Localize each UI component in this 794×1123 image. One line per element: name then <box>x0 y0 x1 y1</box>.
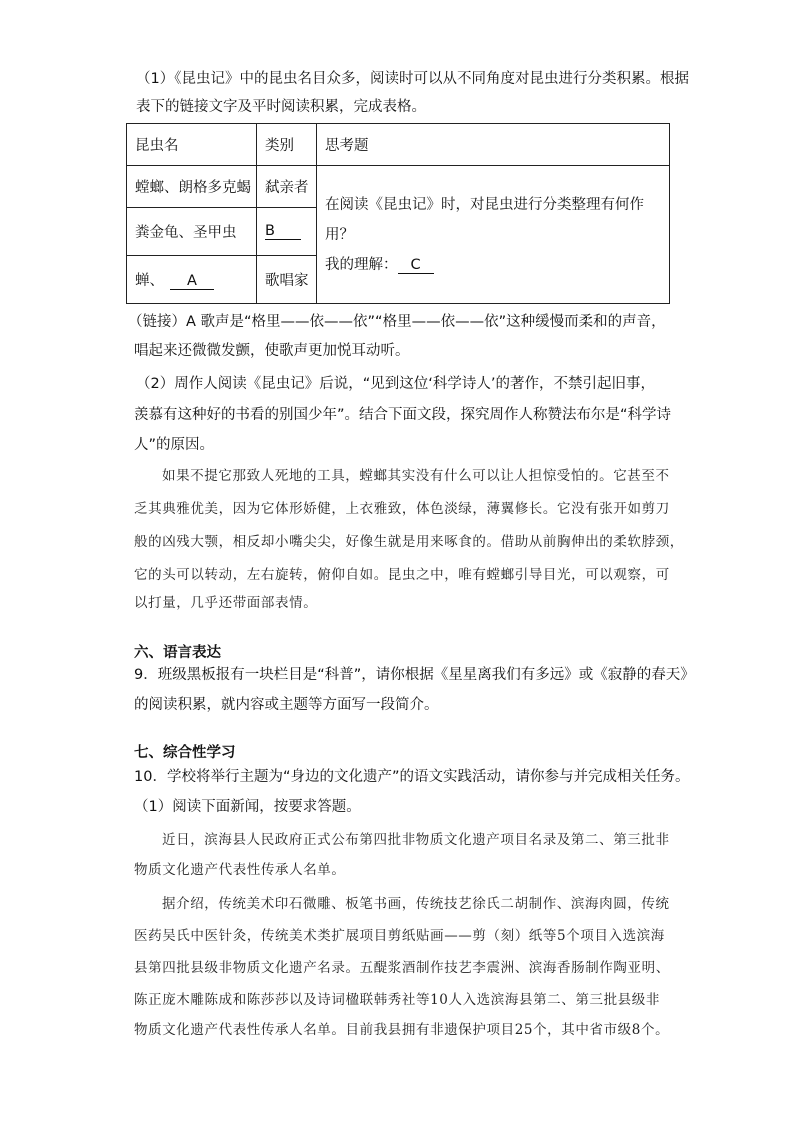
news-line-4: 医药吴氏中医针灸，传统美术类扩展项目剪纸贴画——剪（刻）纸等5个项目入选滨海 <box>134 928 665 944</box>
blank-c[interactable]: C <box>398 257 434 274</box>
table-row-1-category: 弑亲者 <box>257 166 317 208</box>
passage1-line-3: 般的凶残大颚，相反却小嘴尖尖，好像生就是用来啄食的。借助从前胸伸出的柔软脖颈， <box>134 534 684 550</box>
section6-title: 六、语言表达 <box>134 645 221 661</box>
news-line-2: 物质文化遗产代表性传承人名单。 <box>134 862 346 878</box>
news-line-5: 县第四批县级非物质文化遗产名录。五醍浆酒制作技艺李震洲、滨海香肠制作陶亚明、 <box>134 960 670 976</box>
table-row-3-name-prefix: 蝉、 <box>135 273 164 289</box>
table-header-name: 昆虫名 <box>127 124 257 166</box>
q2-line-1: （2）周作人阅读《昆虫记》后说，“见到这位‘科学诗人’的著作，不禁引起旧事， <box>136 376 655 392</box>
q1-line-1: （1）《昆虫记》中的昆虫名目众多，阅读时可以从不同角度对昆虫进行分类积累。根据 <box>136 71 689 87</box>
link-line-2: 唱起来还微微发颤，使歌声更加悦耳动听。 <box>134 343 410 359</box>
table-header-question: 思考题 <box>317 124 670 166</box>
q2-line-2: 羡慕有这种好的书看的别国少年”。结合下面文段，探究周作人称赞法布尔是“科学诗 <box>134 407 672 423</box>
passage1-line-5: 以打量，几乎还带面部表情。 <box>134 595 318 611</box>
think-answer-line <box>325 250 669 280</box>
table-row-2-name: 粪金龟、圣甲虫 <box>127 208 257 256</box>
table-row-1-name: 螳螂、朗格多克蝎 <box>127 166 257 208</box>
news-line-7: 物质文化遗产代表性传承人名单。目前我县拥有非遗保护项目25个，其中省市级8个。 <box>134 1022 670 1038</box>
section7-line-1: 10．学校将举行主题为“身边的文化遗产”的语文实践活动，请你参与并完成相关任务。 <box>134 769 690 785</box>
news-line-1: 近日，滨海县人民政府正式公布第四批非物质文化遗产项目名录及第二、第三批非 <box>162 832 670 848</box>
news-line-6: 陈正庞木雕陈成和陈莎莎以及诗词楹联韩秀社等10人入选滨海县第二、第三批县级非 <box>134 992 660 1008</box>
news-line-3: 据介绍，传统美术印石微雕、板笔书画，传统技艺徐氏二胡制作、滨海肉圆，传统 <box>162 896 670 912</box>
passage1-line-2: 乏其典雅优美，因为它体形娇健，上衣雅致，体色淡绿，薄翼修长。它没有张开如剪刀 <box>134 501 670 517</box>
table-row-3-name-cell <box>127 256 257 304</box>
table-row-2-category-cell <box>257 208 317 256</box>
q2-line-3: 人”的原因。 <box>134 437 215 453</box>
passage1-line-1: 如果不提它那致人死地的工具，螳螂其实没有什么可以让人担惊受怕的。它甚至不 <box>162 468 670 484</box>
q1-line-2: 表下的链接文字及平时阅读积累，完成表格。 <box>136 99 426 115</box>
blank-b[interactable]: B <box>265 223 301 240</box>
section6-line-1: 9．班级黑板报有一块栏目是“科普”，请你根据《星星离我们有多远》或《寂静的春天》 <box>134 667 695 683</box>
table-row-3-category: 歌唱家 <box>257 256 317 304</box>
think-question: 在阅读《昆虫记》时，对昆虫进行分类整理有何作用？ <box>325 196 644 243</box>
link-line-1: （链接）A 歌声是“格里——依——依”“格里——依——依”这种缓慢而柔和的声音， <box>128 314 666 330</box>
passage1-line-4: 它的头可以转动，左右旋转，俯仰自如。昆虫之中，唯有螳螂引导目光，可以观察，可 <box>134 567 670 583</box>
section7-title: 七、综合性学习 <box>134 745 236 761</box>
table-header-category: 类别 <box>257 124 317 166</box>
section7-line-2: （1）阅读下面新闻，按要求答题。 <box>134 799 361 815</box>
section6-line-2: 的阅读积累，就内容或主题等方面写一段简介。 <box>134 697 439 713</box>
insect-table <box>126 123 670 304</box>
think-answer-prefix: 我的理解： <box>325 256 398 273</box>
blank-a[interactable]: A <box>170 273 214 290</box>
think-question-cell <box>317 166 670 304</box>
